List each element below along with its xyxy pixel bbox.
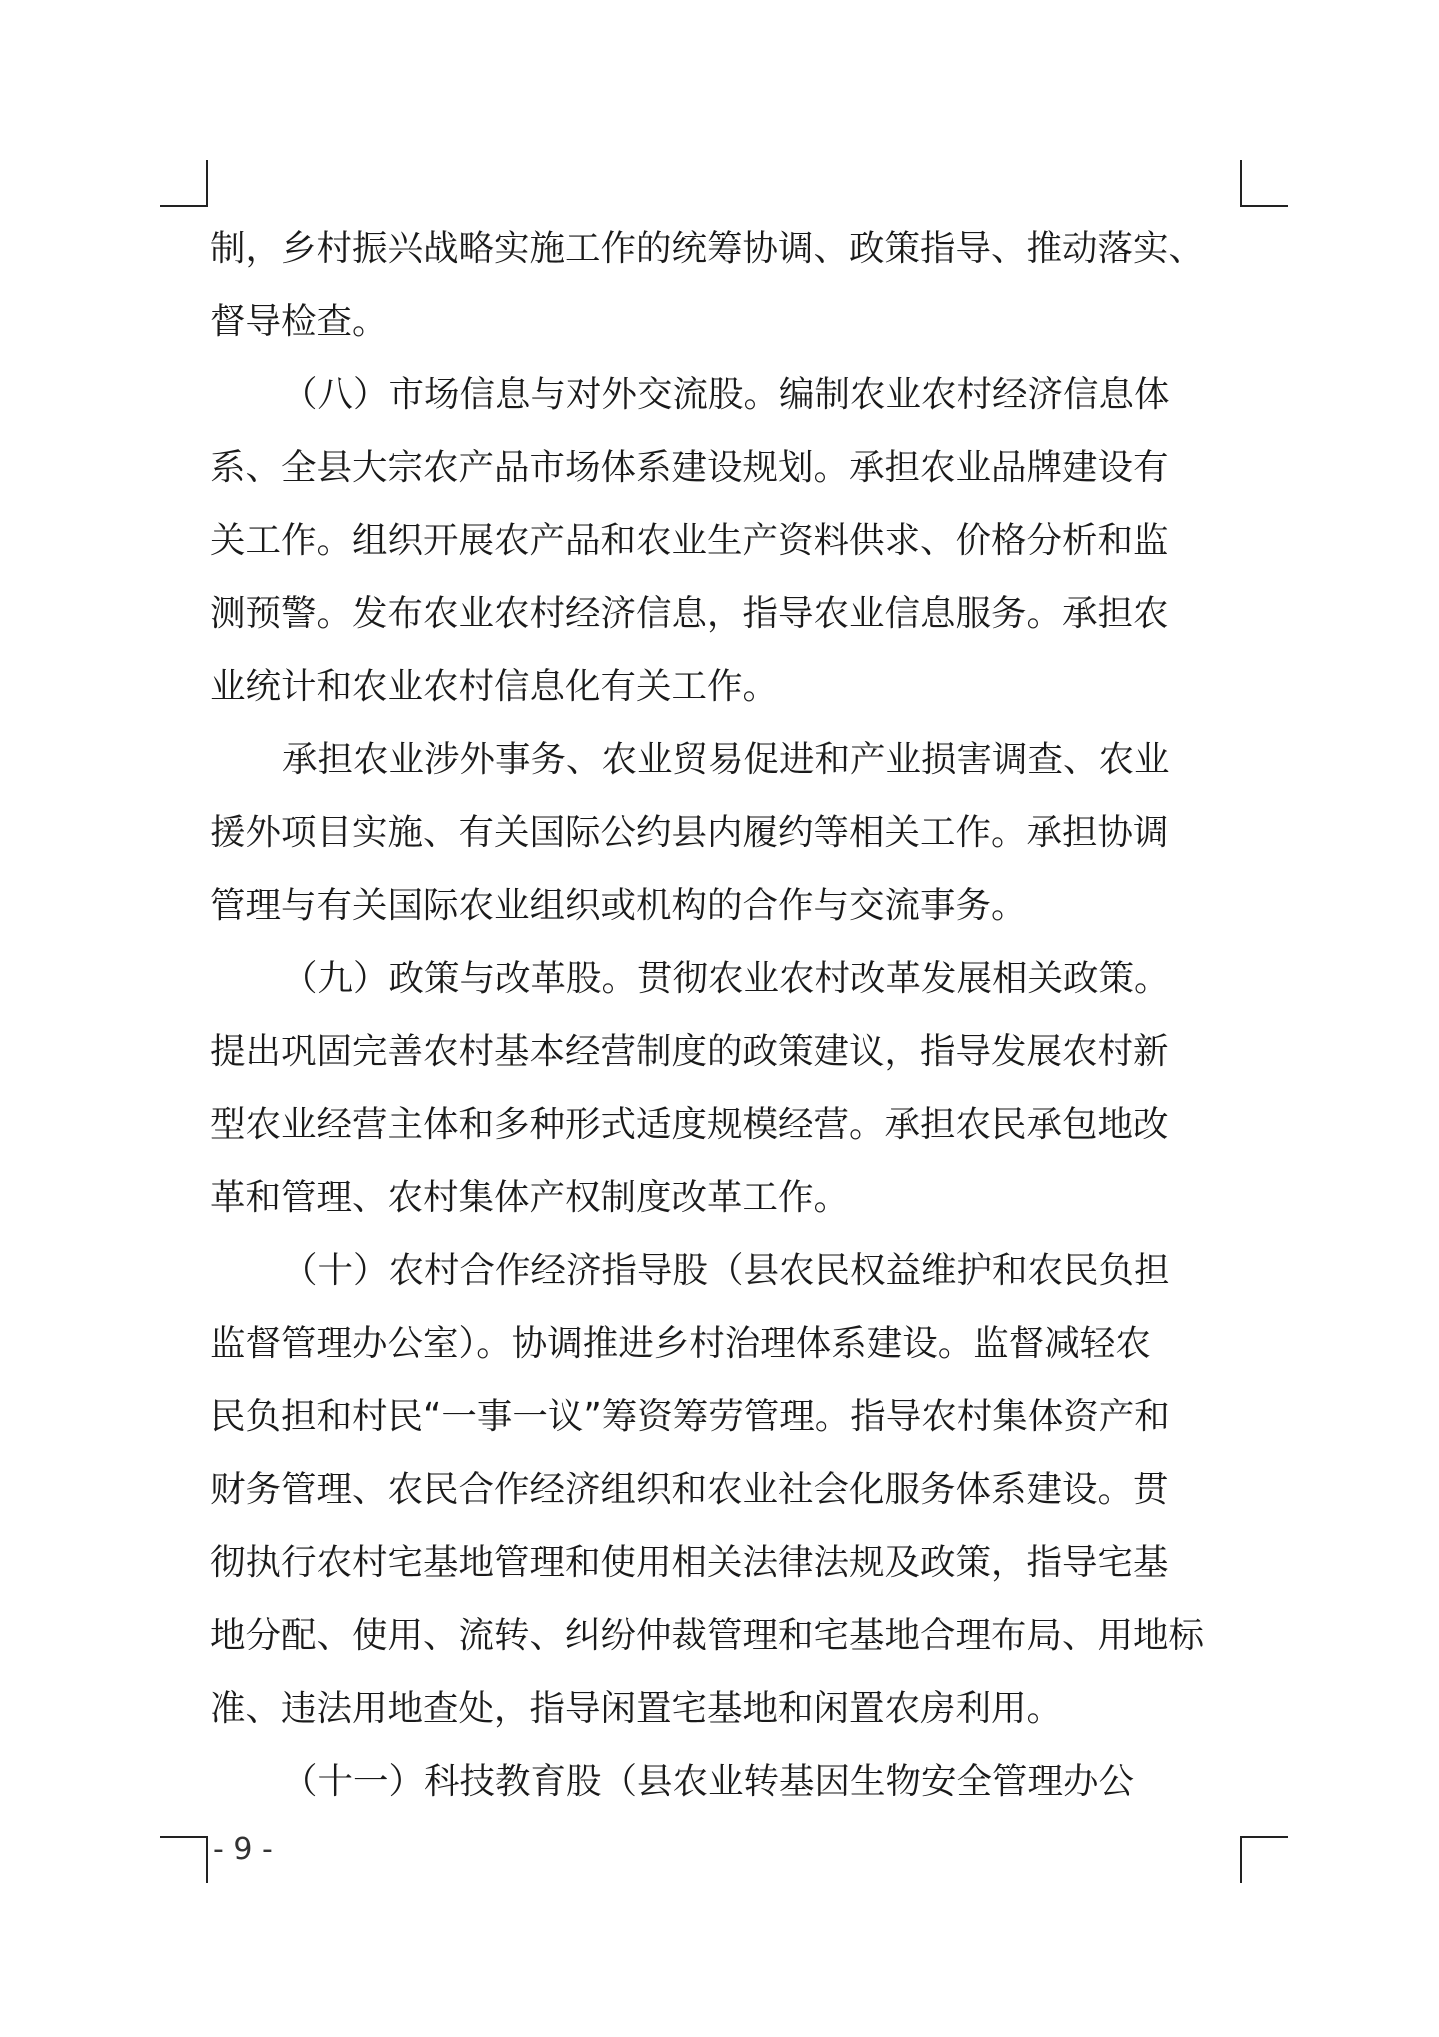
text-line: 系、全县大宗农产品市场体系建设规划。承担农业品牌建设有 bbox=[210, 447, 1169, 488]
text-line: 提出巩固完善农村基本经营制度的政策建议，指导发展农村新 bbox=[210, 1031, 1169, 1072]
text-line: 准、违法用地查处，指导闲置宅基地和闲置农房利用。 bbox=[210, 1688, 1063, 1729]
page-number: - 9 - bbox=[213, 1832, 273, 1867]
crop-mark-top-left-horizontal bbox=[160, 205, 208, 207]
paragraph-heading-9: （九）政策与改革股。贯彻农业农村改革发展相关政策。 bbox=[282, 958, 1170, 999]
paragraph-heading-8: （八）市场信息与对外交流股。编制农业农村经济信息体 bbox=[282, 374, 1170, 415]
paragraph-heading-11: （十一）科技教育股（县农业转基因生物安全管理办公 bbox=[282, 1761, 1135, 1802]
body-text bbox=[210, 212, 1250, 1818]
text-line: 援外项目实施、有关国际公约县内履约等相关工作。承担协调 bbox=[210, 812, 1169, 853]
text-line: 制，乡村振兴战略实施工作的统筹协调、政策指导、推动落实、 bbox=[210, 228, 1205, 269]
text-line: 型农业经营主体和多种形式适度规模经营。承担农民承包地改 bbox=[210, 1104, 1169, 1145]
crop-mark-top-left-vertical bbox=[206, 160, 208, 207]
text-line: 关工作。组织开展农产品和农业生产资料供求、价格分析和监 bbox=[210, 520, 1169, 561]
crop-mark-bottom-right-horizontal bbox=[1240, 1836, 1288, 1838]
paragraph-heading-10: （十）农村合作经济指导股（县农民权益维护和农民负担 bbox=[282, 1250, 1170, 1291]
text-line: 地分配、使用、流转、纠纷仲裁管理和宅基地合理布局、用地标 bbox=[210, 1615, 1205, 1656]
text-line: 监督管理办公室）。协调推进乡村治理体系建设。监督减轻农 bbox=[210, 1323, 1151, 1364]
crop-mark-top-right-horizontal bbox=[1240, 205, 1288, 207]
crop-mark-bottom-left-horizontal bbox=[160, 1836, 208, 1838]
crop-mark-bottom-left-vertical bbox=[206, 1836, 208, 1883]
text-line: 革和管理、农村集体产权制度改革工作。 bbox=[210, 1177, 850, 1218]
text-line: 管理与有关国际农业组织或机构的合作与交流事务。 bbox=[210, 885, 1027, 926]
crop-mark-bottom-right-vertical bbox=[1240, 1836, 1242, 1883]
crop-mark-top-right-vertical bbox=[1240, 160, 1242, 207]
text-line: 民负担和村民“一事一议”筹资筹劳管理。指导农村集体资产和 bbox=[210, 1396, 1170, 1437]
text-line: 财务管理、农民合作经济组织和农业社会化服务体系建设。贯 bbox=[210, 1469, 1169, 1510]
text-line: 业统计和农业农村信息化有关工作。 bbox=[210, 666, 779, 707]
text-line: 彻执行农村宅基地管理和使用相关法律法规及政策，指导宅基 bbox=[210, 1542, 1169, 1583]
paragraph-start: 承担农业涉外事务、农业贸易促进和产业损害调查、农业 bbox=[282, 739, 1170, 780]
text-line: 测预警。发布农业农村经济信息，指导农业信息服务。承担农 bbox=[210, 593, 1169, 634]
text-line: 督导检查。 bbox=[210, 301, 388, 342]
